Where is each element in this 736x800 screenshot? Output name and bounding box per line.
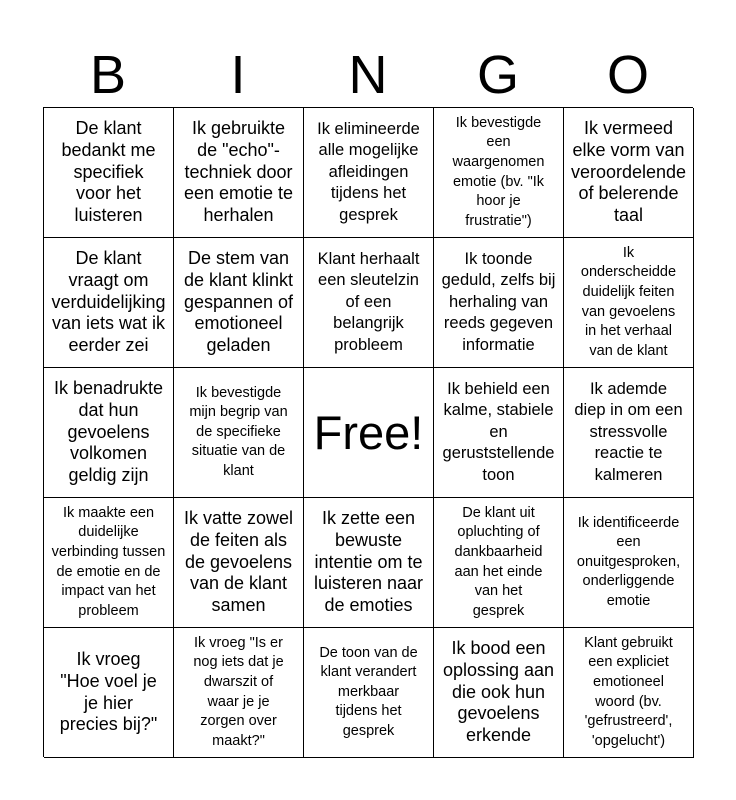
bingo-cell-r5-c4[interactable] (434, 628, 564, 758)
bingo-cell-r4-c4[interactable] (434, 498, 564, 628)
bingo-cell-r2-c5[interactable] (564, 238, 694, 368)
bingo-cell-text: Ik maakte een duidelijke verbinding tussen de emotie en de impact van het probleem (51, 504, 166, 619)
bingo-cell-text: Ik bevestigde een waargenomen emotie (bv. "Ik hoor je frustratie") (452, 114, 545, 229)
bingo-cell-text: Ik zette een bewuste intentie om te luisteren naar de emoties (313, 507, 424, 616)
bingo-cell-r1-c3[interactable] (304, 108, 434, 238)
bingo-cell-text: De klant uit opluchting of dankbaarheid aan het einde van het gesprek (454, 504, 543, 619)
bingo-cell-r4-c5[interactable] (564, 498, 694, 628)
bingo-cell-text: Ik gebruikte de "echo"- techniek door een emotie te herhalen (183, 117, 294, 226)
bingo-header (43, 42, 693, 108)
bingo-cell-text: Ik elimineerde alle mogelijke afleidingen tijdens het gesprek (317, 119, 420, 224)
bingo-cell-text: Ik vatte zowel de feiten als de gevoelens van de klant samen (183, 507, 294, 616)
bingo-cell-r3-c1[interactable] (44, 368, 174, 498)
bingo-cell-r5-c5[interactable] (564, 628, 694, 758)
header-letter-i: I (230, 45, 246, 105)
bingo-cell-text: Klant herhaalt een sleutelzin of een belangrijk probleem (317, 249, 420, 354)
bingo-cell-r2-c3[interactable] (304, 238, 434, 368)
bingo-cell-r5-c3[interactable] (304, 628, 434, 758)
bingo-cell-text: De stem van de klant klinkt gespannen of emotioneel geladen (183, 247, 294, 356)
bingo-cell-text: Ik vroeg "Hoe voel je je hier precies bij?" (59, 648, 158, 735)
bingo-cell-r3-c2[interactable] (174, 368, 304, 498)
bingo-cell-text: Ik bood een oplossing aan die ook hun gevoelens erkende (442, 637, 555, 746)
bingo-cell-text: Klant gebruikt een expliciet emotioneel woord (bv. 'gefrustreerd', 'opgelucht') (584, 634, 673, 749)
bingo-cell-text: Ik vermeed elke vorm van veroordelende of belerende taal (570, 117, 687, 226)
bingo-cell-r4-c3[interactable] (304, 498, 434, 628)
bingo-cell-text: De toon van de klant verandert merkbaar tijdens het gesprek (319, 644, 418, 739)
bingo-cell-r1-c4[interactable] (434, 108, 564, 238)
header-letter-o: O (606, 45, 649, 105)
bingo-cell-r1-c5[interactable] (564, 108, 694, 238)
bingo-cell-text: De klant bedankt me specifiek voor het luisteren (61, 117, 156, 226)
free-space-cell[interactable] (304, 368, 434, 498)
bingo-cell-r5-c1[interactable] (44, 628, 174, 758)
bingo-cell-text: Ik behield een kalme, stabiele en geruststellende toon (442, 379, 555, 484)
bingo-cell-r5-c2[interactable] (174, 628, 304, 758)
bingo-cell-r4-c2[interactable] (174, 498, 304, 628)
bingo-cell-r3-c4[interactable] (434, 368, 564, 498)
bingo-cell-text: Ik benadrukte dat hun gevoelens volkomen geldig zijn (53, 377, 164, 486)
bingo-cell-text: Free! (313, 405, 424, 459)
header-letter-g: G (476, 45, 519, 105)
bingo-cell-text: De klant vraagt om verduidelijking van iets wat ik eerder zei (51, 247, 166, 356)
bingo-cell-text: Ik identificeerde een onuitgesproken, onderliggende emotie (576, 514, 681, 609)
bingo-cell-text: Ik vroeg "Is er nog iets dat je dwarszit of waar je je zorgen over maakt?" (193, 634, 284, 749)
header-letter-b: B (89, 45, 127, 105)
bingo-cell-text: Ik bevestigde mijn begrip van de specifieke situatie van de klant (189, 384, 288, 479)
bingo-board (43, 107, 693, 757)
bingo-cell-r4-c1[interactable] (44, 498, 174, 628)
bingo-cell-text: Ik ademde diep in om een stressvolle reactie te kalmeren (574, 379, 683, 484)
bingo-cell-text: Ik onderscheidde duidelijk feiten van gevoelens in het verhaal van de klant (580, 244, 677, 359)
bingo-cell-r2-c4[interactable] (434, 238, 564, 368)
bingo-cell-r2-c1[interactable] (44, 238, 174, 368)
bingo-cell-r1-c2[interactable] (174, 108, 304, 238)
bingo-cell-r3-c5[interactable] (564, 368, 694, 498)
bingo-cell-r2-c2[interactable] (174, 238, 304, 368)
header-letter-n: N (348, 45, 388, 105)
bingo-cell-r1-c1[interactable] (44, 108, 174, 238)
bingo-cell-text: Ik toonde geduld, zelfs bij herhaling van reeds gegeven informatie (441, 249, 556, 354)
